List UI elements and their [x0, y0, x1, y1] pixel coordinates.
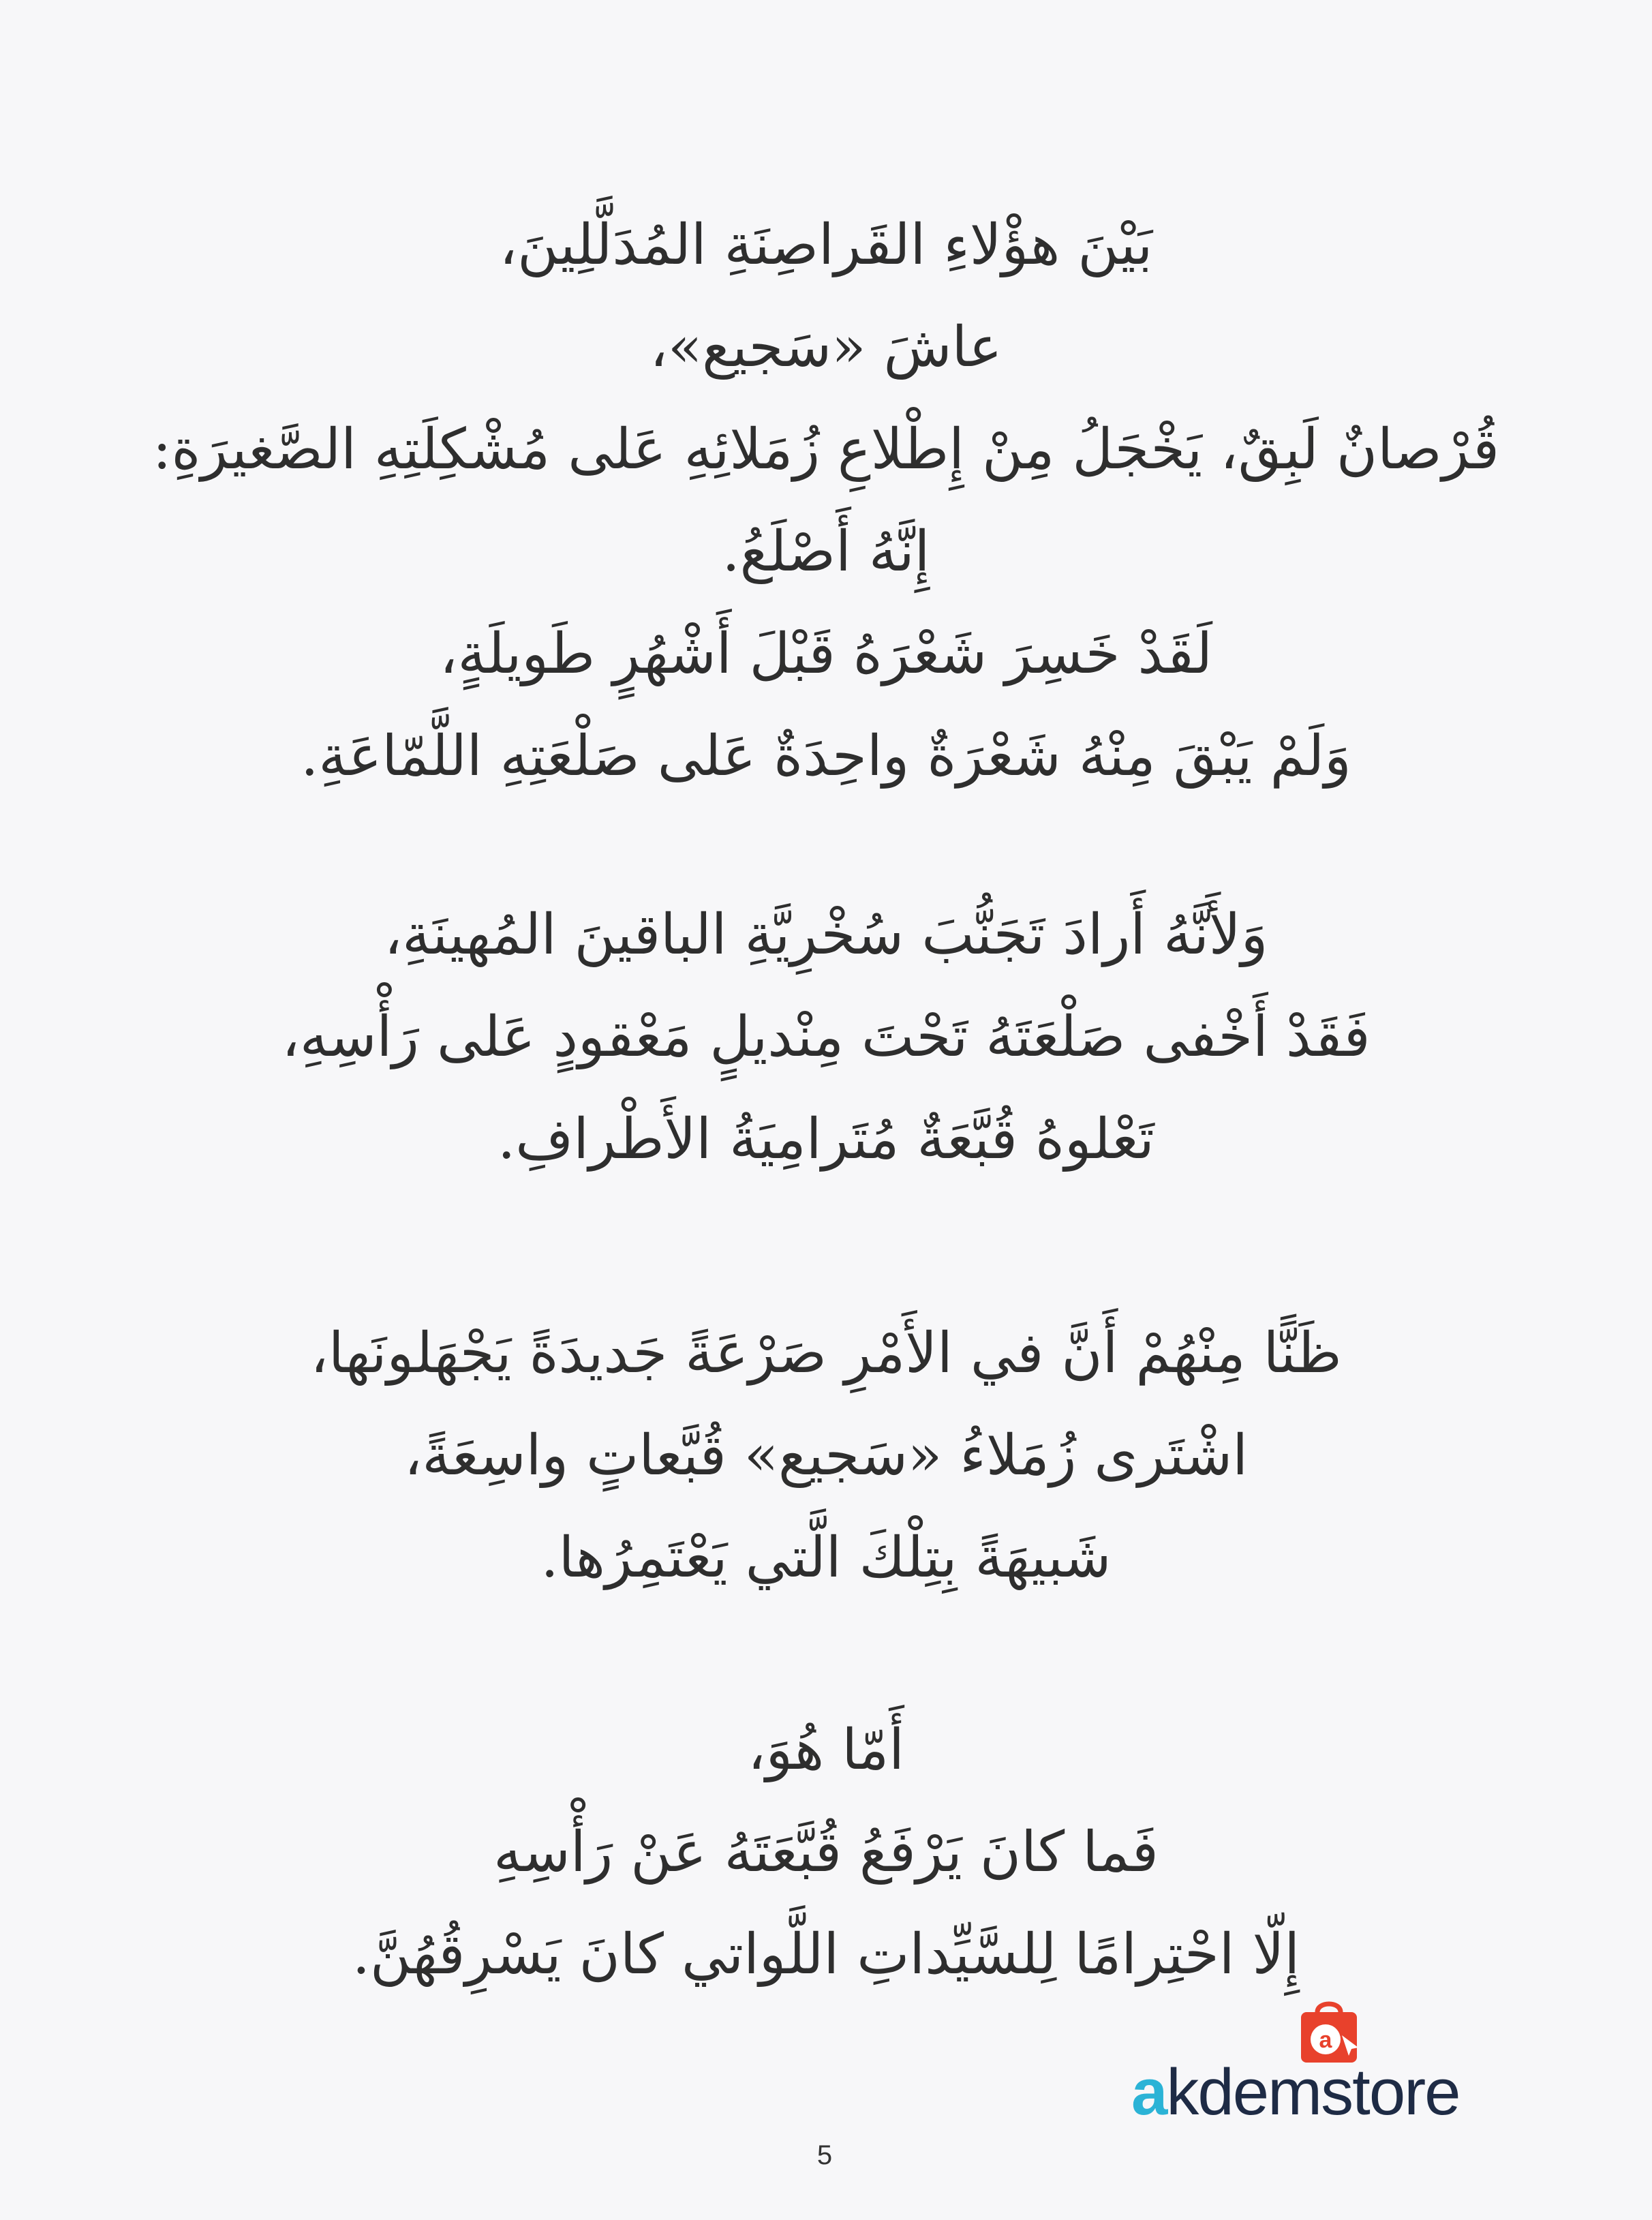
poem-line: لَقَدْ خَسِرَ شَعْرَهُ قَبْلَ أَشْهُرٍ طَويلَةٍ،	[440, 622, 1212, 686]
stanza-3	[0, 1303, 1652, 1609]
poem-line: فَقَدْ أَخْفى صَلْعَتَهُ تَحْتَ مِنْديلٍ مَعْقودٍ عَلى رَأْسِهِ،	[281, 1005, 1371, 1069]
poem-line: ظَنًّا مِنْهُمْ أَنَّ في الأَمْرِ صَرْعَةً جَديدَةً يَجْهَلونَها،	[310, 1321, 1342, 1386]
poem-line: أَمّا هُوَ،	[748, 1718, 904, 1782]
logo-brand-first: a	[1131, 2056, 1167, 2129]
poem-line: تَعْلوهُ قُبَّعَةٌ مُتَرامِيَةُ الأَطْرافِ.	[498, 1107, 1154, 1172]
logo-brand-rest: kdemstore	[1166, 2056, 1460, 2129]
logo-icon-letter: a	[1319, 2027, 1332, 2053]
akdemstore-logo	[1131, 1997, 1513, 2133]
poem-line: قُرْصانٌ لَبِقٌ، يَخْجَلُ مِنْ إِطْلاعِ زُمَلائِهِ عَلى مُشْكِلَتِهِ الصَّغيرَةِ:	[152, 417, 1500, 482]
stanza-2	[0, 884, 1652, 1191]
stanza-1	[0, 194, 1652, 808]
poem-line: إِنَّهُ أَصْلَعُ.	[722, 519, 930, 584]
poem-line: عاشَ «سَجيع»،	[649, 315, 1003, 380]
stanza-4	[0, 1699, 1652, 2006]
poem-line: إِلّا احْتِرامًا لِلسَّيِّداتِ اللَّواتي كانَ يَسْرِقُهُنَّ.	[352, 1922, 1300, 1987]
poem-line: وَلأَنَّهُ أَرادَ تَجَنُّبَ سُخْرِيَّةِ الباقينَ المُهينَةِ،	[384, 902, 1268, 967]
poem-line: وَلَمْ يَبْقَ مِنْهُ شَعْرَةٌ واحِدَةٌ عَلى صَلْعَتِهِ اللَّمّاعَةِ.	[301, 724, 1351, 789]
poem-line: شَبيهَةً بِتِلْكَ الَّتي يَعْتَمِرُها.	[540, 1525, 1112, 1590]
logo-wordmark	[1131, 2055, 1460, 2130]
page-number: 5	[816, 2140, 833, 2170]
poem-line: اشْتَرى زُمَلاءُ «سَجيع» قُبَّعاتٍ واسِعَةً،	[403, 1423, 1249, 1488]
poem-line: بَيْنَ هؤْلاءِ القَراصِنَةِ المُدَلَّلِينَ،	[499, 213, 1153, 277]
poem-line: فَما كانَ يَرْفَعُ قُبَّعَتَهُ عَنْ رَأْسِهِ	[493, 1820, 1159, 1885]
